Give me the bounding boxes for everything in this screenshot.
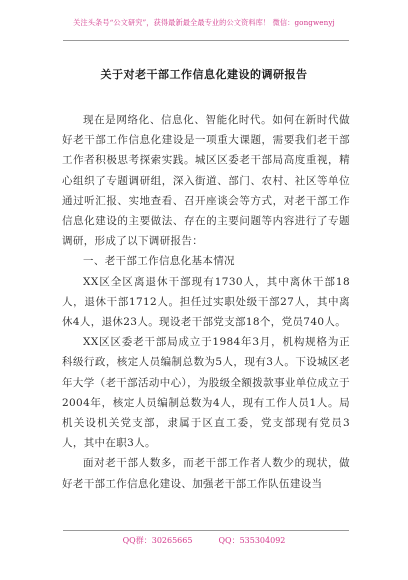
paragraph-retirees: XX区全区离退休干部现有1730人，其中离休干部18人，退休干部1712人。担任过实职处级干部27人，其中离休4人，退休23人。现设老干部党支部18个，党员740人。 <box>62 275 350 329</box>
document-body <box>62 110 350 494</box>
section-heading: 一、老干部工作信息化基本情况 <box>83 255 235 268</box>
footer-contacts <box>0 535 408 546</box>
footer-divider <box>63 530 349 531</box>
paragraph-intro: 现在是网络化、信息化、智能化时代。如何在新时代做好老干部工作信息化建设是一项重大课题，需要我们老干部工作者积极思考探索实践。城区区委老干部局高度重视，精心组织了专题调研组，深入街道、部门、农村、社区等单位通过听汇报、实地查看、召开座谈会等方式，对老干部工作信息化建设的主要做法、存在的主要问题等内容进行了专题调研，形成了以下调研报告： <box>62 114 350 248</box>
footer-qq: QQ：535304092 <box>218 536 286 545</box>
footer-qq-group: QQ群：30265665 <box>122 536 193 545</box>
paragraph-continuation: 面对老干部人数多，而老干部工作者人数少的现状，做好老干部工作信息化建设、加强老干部工作队伍建设当 <box>62 457 350 490</box>
document-title: 关于对老干部工作信息化建设的调研报告 <box>100 68 308 81</box>
paragraph-bureau: XX区区委老干部局成立于1984年3月，机构规格为正科级行政，核定人员编制总数为5人，现有3人。下设城区老年大学（老干部活动中心），为股级全额拨款事业单位成立于2004年，核定人员编制总数为4人，现有工作人员1人。局机关设机关党支部，隶属于区直工委，党支部现有党员3人，其中在职3人。 <box>62 336 350 450</box>
header-banner: 关注头条号“公文研究”，获得最新最全最专业的公文资料库！ 微信：gongwenyj <box>73 18 335 27</box>
header-divider <box>63 40 349 41</box>
